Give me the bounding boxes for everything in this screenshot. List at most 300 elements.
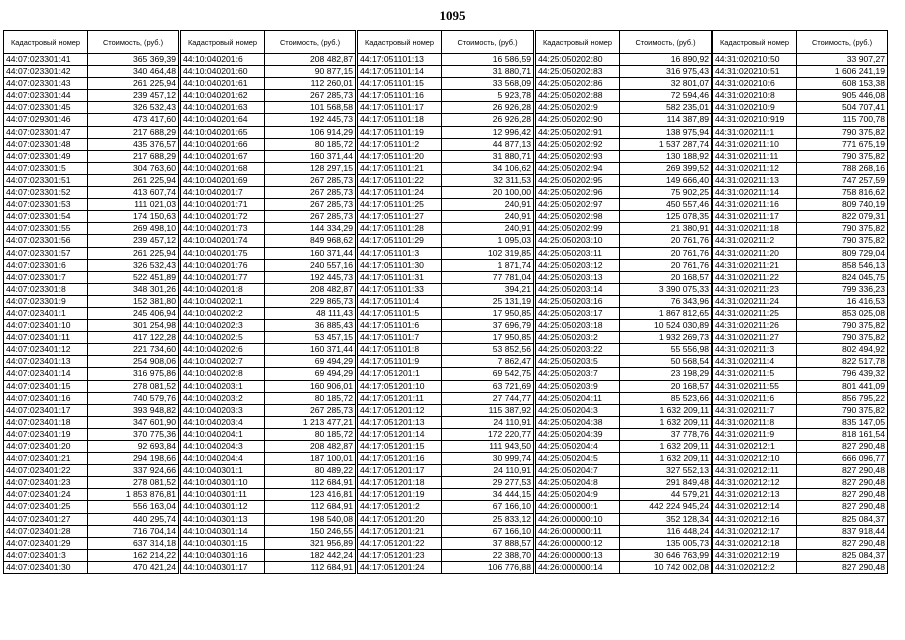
cost-cell: 827 290,48 [797, 537, 888, 549]
table-row [358, 187, 534, 199]
cost-cell: 76 343,96 [620, 295, 712, 307]
table-row [4, 392, 179, 404]
table-row [358, 453, 534, 465]
cost-cell: 1 632 209,11 [620, 416, 712, 428]
cost-cell: 17 950,85 [442, 307, 534, 319]
cadastral-number-cell: 44:10:040202:3 [181, 320, 265, 332]
header-cost: Стоимость, (руб.) [797, 31, 888, 54]
cost-cell: 217 688,29 [88, 150, 179, 162]
cost-cell: 394,21 [442, 283, 534, 295]
table-row [4, 356, 179, 368]
cost-cell: 790 375,82 [797, 150, 888, 162]
table-row [181, 501, 356, 513]
table-row [536, 380, 712, 392]
table-row [181, 199, 356, 211]
cost-cell: 788 268,16 [797, 162, 888, 174]
table-row [181, 465, 356, 477]
table-row [358, 199, 534, 211]
cost-cell: 261 225,94 [88, 247, 179, 259]
cost-cell: 80 185,72 [265, 392, 356, 404]
cost-cell: 48 111,43 [265, 307, 356, 319]
cost-cell: 758 816,62 [797, 187, 888, 199]
table-row [536, 501, 712, 513]
cadastral-number-cell: 44:25:050202:86 [536, 78, 620, 90]
table-row [4, 404, 179, 416]
table-row [4, 247, 179, 259]
cost-cell: 352 128,34 [620, 513, 712, 525]
cadastral-number-cell: 44:31:020210:8 [713, 90, 797, 102]
cost-cell: 55 556,98 [620, 344, 712, 356]
cadastral-number-cell: 44:31:020211:22 [713, 271, 797, 283]
table-row [536, 138, 712, 150]
cadastral-number-cell: 44:17:051101:5 [358, 307, 442, 319]
table-row [181, 283, 356, 295]
table-row [713, 307, 888, 319]
cost-cell: 174 150,63 [88, 211, 179, 223]
cadastral-number-cell: 44:25:050203:7 [536, 368, 620, 380]
cost-cell: 192 445,73 [265, 114, 356, 126]
cost-cell: 111 943,50 [442, 441, 534, 453]
cost-cell: 106 776,88 [442, 561, 534, 573]
cadastral-number-cell: 44:07:023401:11 [4, 332, 88, 344]
table-row [358, 174, 534, 186]
cost-cell: 138 975,94 [620, 126, 712, 138]
table-row [358, 259, 534, 271]
cost-cell: 27 744,77 [442, 392, 534, 404]
cost-cell: 192 445,73 [265, 271, 356, 283]
cadastral-number-cell: 44:10:040301:11 [181, 489, 265, 501]
table-row [358, 380, 534, 392]
table-row [713, 283, 888, 295]
cost-table-2 [180, 30, 356, 574]
table-row [4, 102, 179, 114]
table-row [713, 223, 888, 235]
cost-cell: 172 220,77 [442, 428, 534, 440]
cost-cell: 101 568,58 [265, 102, 356, 114]
cadastral-number-cell: 44:07:023301:48 [4, 138, 88, 150]
cadastral-number-cell: 44:25:050202:92 [536, 138, 620, 150]
cost-cell: 31 880,71 [442, 150, 534, 162]
cost-cell: 267 285,73 [265, 90, 356, 102]
cost-cell: 827 290,48 [797, 561, 888, 573]
table-row [181, 259, 356, 271]
table-row [713, 174, 888, 186]
cadastral-number-cell: 44:17:051101:3 [358, 247, 442, 259]
cadastral-number-cell: 44:07:023301:42 [4, 66, 88, 78]
cost-cell: 267 285,73 [265, 199, 356, 211]
cadastral-number-cell: 44:10:040301:17 [181, 561, 265, 573]
table-row [358, 126, 534, 138]
cadastral-number-cell: 44:25:050202:9 [536, 102, 620, 114]
cadastral-number-cell: 44:17:051101:20 [358, 150, 442, 162]
table-row [4, 162, 179, 174]
table-row [713, 465, 888, 477]
cadastral-number-cell: 44:10:040203:2 [181, 392, 265, 404]
table-row [713, 489, 888, 501]
cost-cell: 321 956,89 [265, 537, 356, 549]
table-row [358, 90, 534, 102]
cadastral-number-cell: 44:07:023401:19 [4, 428, 88, 440]
cost-table-5 [712, 30, 888, 574]
cadastral-number-cell: 44:31:020211:24 [713, 295, 797, 307]
cadastral-number-cell: 44:17:051101:14 [358, 66, 442, 78]
cadastral-number-cell: 44:10:040201:65 [181, 126, 265, 138]
cost-cell: 23 198,29 [620, 368, 712, 380]
cadastral-number-cell: 44:17:051201:2 [358, 501, 442, 513]
table-row [4, 453, 179, 465]
table-row [713, 441, 888, 453]
table-row [4, 295, 179, 307]
cost-cell: 470 421,24 [88, 561, 179, 573]
cost-cell: 26 926,28 [442, 114, 534, 126]
table-row [536, 102, 712, 114]
cadastral-number-cell: 44:10:040204:4 [181, 453, 265, 465]
table-row [358, 465, 534, 477]
cadastral-number-cell: 44:10:040301:16 [181, 549, 265, 561]
table-row [181, 537, 356, 549]
table-row [358, 307, 534, 319]
cadastral-number-cell: 44:07:023301:45 [4, 102, 88, 114]
table-row [713, 162, 888, 174]
table-row [358, 211, 534, 223]
cadastral-number-cell: 44:10:040202:2 [181, 307, 265, 319]
cost-cell: 208 482,87 [265, 54, 356, 66]
table-header-row [4, 31, 179, 54]
table-row [713, 549, 888, 561]
table-row [181, 235, 356, 247]
cadastral-number-cell: 44:10:040201:72 [181, 211, 265, 223]
cost-cell: 128 297,15 [265, 162, 356, 174]
cadastral-number-cell: 44:31:020211:23 [713, 283, 797, 295]
cost-cell: 827 290,48 [797, 501, 888, 513]
cost-cell: 149 666,40 [620, 174, 712, 186]
table-row [536, 453, 712, 465]
cost-cell: 111 021,03 [88, 199, 179, 211]
cost-cell: 53 852,56 [442, 344, 534, 356]
cadastral-number-cell: 44:10:040204:1 [181, 428, 265, 440]
cost-cell: 294 198,66 [88, 453, 179, 465]
cadastral-number-cell: 44:17:051101:28 [358, 223, 442, 235]
cost-cell: 21 380,91 [620, 223, 712, 235]
cost-cell: 20 761,76 [620, 247, 712, 259]
cost-cell: 326 532,43 [88, 102, 179, 114]
cadastral-number-cell: 44:25:050204:11 [536, 392, 620, 404]
table-row [181, 247, 356, 259]
cadastral-number-cell: 44:17:051101:2 [358, 138, 442, 150]
table-row [358, 102, 534, 114]
cost-cell: 261 225,94 [88, 78, 179, 90]
cadastral-number-cell: 44:17:051201:15 [358, 441, 442, 453]
cadastral-number-cell: 44:10:040301:14 [181, 525, 265, 537]
table-row [358, 332, 534, 344]
table-row [358, 561, 534, 573]
cadastral-number-cell: 44:25:050203:2 [536, 332, 620, 344]
cadastral-number-cell: 44:10:040201:60 [181, 66, 265, 78]
cost-cell: 1 632 209,11 [620, 404, 712, 416]
cost-cell: 440 295,74 [88, 513, 179, 525]
cadastral-number-cell: 44:31:020212:14 [713, 501, 797, 513]
cost-cell: 304 763,60 [88, 162, 179, 174]
cadastral-number-cell: 44:25:050204:38 [536, 416, 620, 428]
cadastral-number-cell: 44:31:020212:13 [713, 489, 797, 501]
cost-cell: 269 399,52 [620, 162, 712, 174]
cadastral-number-cell: 44:07:023301:49 [4, 150, 88, 162]
cadastral-number-cell: 44:25:050203:12 [536, 259, 620, 271]
cost-cell: 160 906,01 [265, 380, 356, 392]
table-row [181, 307, 356, 319]
cadastral-number-cell: 44:17:051201:24 [358, 561, 442, 573]
cost-cell: 824 045,75 [797, 271, 888, 283]
cost-cell: 239 457,12 [88, 235, 179, 247]
cadastral-number-cell: 44:31:020212:10 [713, 453, 797, 465]
cost-cell: 790 375,82 [797, 235, 888, 247]
cadastral-number-cell: 44:31:020211:9 [713, 428, 797, 440]
cadastral-number-cell: 44:17:051101:9 [358, 356, 442, 368]
cadastral-number-cell: 44:31:020212:16 [713, 513, 797, 525]
cost-cell: 160 371,44 [265, 247, 356, 259]
cadastral-number-cell: 44:25:050203:22 [536, 344, 620, 356]
cost-cell: 802 494,92 [797, 344, 888, 356]
table-row [713, 453, 888, 465]
table-row [4, 320, 179, 332]
cost-cell: 327 552,13 [620, 465, 712, 477]
table-row [713, 114, 888, 126]
cadastral-number-cell: 44:07:023401:10 [4, 320, 88, 332]
table-row [181, 102, 356, 114]
header-cadastral-number: Кадастровый номер [358, 31, 442, 54]
header-cadastral-number: Кадастровый номер [536, 31, 620, 54]
table-row [536, 525, 712, 537]
cadastral-number-cell: 44:31:020211:6 [713, 392, 797, 404]
cost-cell: 5 923,78 [442, 90, 534, 102]
cadastral-number-cell: 44:17:051101:29 [358, 235, 442, 247]
cadastral-number-cell: 44:17:051201:11 [358, 392, 442, 404]
cost-cell: 182 442,24 [265, 549, 356, 561]
cadastral-number-cell: 44:17:051201:12 [358, 404, 442, 416]
table-row [713, 271, 888, 283]
cost-cell: 326 532,43 [88, 259, 179, 271]
table-row [181, 380, 356, 392]
table-row [358, 138, 534, 150]
table-row [4, 368, 179, 380]
cost-cell: 16 890,92 [620, 54, 712, 66]
cadastral-number-cell: 44:31:020211:26 [713, 320, 797, 332]
cost-cell: 25 833,12 [442, 513, 534, 525]
cost-cell: 827 290,48 [797, 465, 888, 477]
table-row [181, 126, 356, 138]
table-header-row [358, 31, 534, 54]
cadastral-number-cell: 44:17:051201:10 [358, 380, 442, 392]
table-row [713, 525, 888, 537]
cost-cell: 337 924,66 [88, 465, 179, 477]
cost-cell: 75 902,25 [620, 187, 712, 199]
table-row [713, 428, 888, 440]
table-row [358, 235, 534, 247]
table-row [536, 428, 712, 440]
table-row [536, 416, 712, 428]
cost-cell: 16 586,59 [442, 54, 534, 66]
cost-cell: 278 081,52 [88, 477, 179, 489]
cadastral-number-cell: 44:17:051101:13 [358, 54, 442, 66]
cost-cell: 291 849,48 [620, 477, 712, 489]
table-row [536, 465, 712, 477]
cadastral-number-cell: 44:26:000000:11 [536, 525, 620, 537]
cost-cell: 435 376,57 [88, 138, 179, 150]
table-row [713, 537, 888, 549]
cadastral-number-cell: 44:17:051201:18 [358, 477, 442, 489]
table-row [536, 126, 712, 138]
cadastral-number-cell: 44:31:020210:6 [713, 78, 797, 90]
cost-cell: 316 975,86 [88, 368, 179, 380]
cost-cell: 20 168,57 [620, 271, 712, 283]
cost-cell: 608 153,38 [797, 78, 888, 90]
cost-cell: 112 684,91 [265, 477, 356, 489]
table-row [536, 174, 712, 186]
table-row [358, 477, 534, 489]
cost-cell: 92 693,84 [88, 441, 179, 453]
table-row [181, 428, 356, 440]
table-row [536, 271, 712, 283]
cadastral-number-cell: 44:17:051101:8 [358, 344, 442, 356]
cost-cell: 198 540,08 [265, 513, 356, 525]
header-cadastral-number: Кадастровый номер [4, 31, 88, 54]
table-row [181, 525, 356, 537]
table-row [713, 477, 888, 489]
cost-cell: 30 646 763,99 [620, 549, 712, 561]
cost-cell: 152 381,80 [88, 295, 179, 307]
table-row [713, 513, 888, 525]
cadastral-number-cell: 44:10:040202:8 [181, 368, 265, 380]
cadastral-number-cell: 44:07:023301:47 [4, 126, 88, 138]
cost-cell: 822 517,78 [797, 356, 888, 368]
table-row [536, 295, 712, 307]
cadastral-number-cell: 44:07:023301:54 [4, 211, 88, 223]
cost-cell: 442 224 945,24 [620, 501, 712, 513]
cost-cell: 208 482,87 [265, 441, 356, 453]
cadastral-number-cell: 44:25:050202:96 [536, 187, 620, 199]
cost-cell: 522 451,89 [88, 271, 179, 283]
table-row [536, 283, 712, 295]
table-row [713, 235, 888, 247]
table-row [4, 380, 179, 392]
cost-cell: 316 975,43 [620, 66, 712, 78]
cadastral-number-cell: 44:07:023401:30 [4, 561, 88, 573]
cost-cell: 30 999,74 [442, 453, 534, 465]
cadastral-number-cell: 44:31:020211:18 [713, 223, 797, 235]
cadastral-number-cell: 44:26:000000:10 [536, 513, 620, 525]
cadastral-number-cell: 44:25:050203:10 [536, 235, 620, 247]
table-row [713, 54, 888, 66]
cadastral-number-cell: 44:07:023401:20 [4, 441, 88, 453]
cadastral-number-cell: 44:17:051101:21 [358, 162, 442, 174]
cost-cell: 10 524 030,89 [620, 320, 712, 332]
cost-cell: 32 311,53 [442, 174, 534, 186]
table-row [4, 211, 179, 223]
cadastral-number-cell: 44:07:023401:15 [4, 380, 88, 392]
cost-cell: 12 996,42 [442, 126, 534, 138]
cost-cell: 31 880,71 [442, 66, 534, 78]
table-row [713, 150, 888, 162]
cadastral-number-cell: 44:31:020211:1 [713, 126, 797, 138]
cost-cell: 85 523,66 [620, 392, 712, 404]
table-row [358, 513, 534, 525]
cadastral-number-cell: 44:07:023401:18 [4, 416, 88, 428]
cost-cell: 801 441,09 [797, 380, 888, 392]
cadastral-number-cell: 44:17:051101:25 [358, 199, 442, 211]
cost-cell: 44 579,21 [620, 489, 712, 501]
cadastral-number-cell: 44:31:020211:2 [713, 235, 797, 247]
cadastral-number-cell: 44:25:050204:8 [536, 477, 620, 489]
table-row [358, 54, 534, 66]
table-row [358, 78, 534, 90]
cost-cell: 1 537 287,74 [620, 138, 712, 150]
cadastral-number-cell: 44:07:023301:8 [4, 283, 88, 295]
cost-cell: 267 285,73 [265, 211, 356, 223]
cadastral-number-cell: 44:31:020211:12 [713, 162, 797, 174]
cadastral-number-cell: 44:10:040201:62 [181, 90, 265, 102]
cadastral-number-cell: 44:17:051101:33 [358, 283, 442, 295]
table-row [713, 211, 888, 223]
table-row [4, 344, 179, 356]
cost-cell: 37 888,57 [442, 537, 534, 549]
cost-cell: 221 734,60 [88, 344, 179, 356]
cadastral-number-cell: 44:25:050203:16 [536, 295, 620, 307]
table-row [358, 368, 534, 380]
table-row [181, 477, 356, 489]
cost-cell: 162 214,22 [88, 549, 179, 561]
table-row [4, 199, 179, 211]
cadastral-number-cell: 44:17:051201:23 [358, 549, 442, 561]
cost-cell: 116 448,24 [620, 525, 712, 537]
table-row [181, 78, 356, 90]
cadastral-number-cell: 44:07:023401:14 [4, 368, 88, 380]
cost-cell: 1 606 241,19 [797, 66, 888, 78]
table-row [536, 513, 712, 525]
table-row [713, 90, 888, 102]
cadastral-number-cell: 44:17:051101:30 [358, 259, 442, 271]
cadastral-number-cell: 44:25:050202:97 [536, 199, 620, 211]
cost-cell: 740 579,76 [88, 392, 179, 404]
table-row [4, 489, 179, 501]
cost-cell: 835 147,05 [797, 416, 888, 428]
cadastral-number-cell: 44:17:051201:16 [358, 453, 442, 465]
cost-cell: 33 907,27 [797, 54, 888, 66]
table-row [536, 356, 712, 368]
table-row [713, 404, 888, 416]
cadastral-number-cell: 44:07:023401:12 [4, 344, 88, 356]
header-cost: Стоимость, (руб.) [265, 31, 356, 54]
table-row [181, 223, 356, 235]
cadastral-number-cell: 44:07:023301:9 [4, 295, 88, 307]
header-cadastral-number: Кадастровый номер [713, 31, 797, 54]
cadastral-number-cell: 44:31:020212:1 [713, 441, 797, 453]
cadastral-number-cell: 44:26:000000:12 [536, 537, 620, 549]
table-row [181, 332, 356, 344]
cadastral-number-cell: 44:25:050203:17 [536, 307, 620, 319]
cadastral-number-cell: 44:07:023401:3 [4, 549, 88, 561]
table-row [536, 199, 712, 211]
table-row [4, 561, 179, 573]
cost-cell: 80 489,22 [265, 465, 356, 477]
cadastral-number-cell: 44:17:051101:16 [358, 90, 442, 102]
cost-cell: 716 704,14 [88, 525, 179, 537]
cadastral-number-cell: 44:31:020211:11 [713, 150, 797, 162]
cadastral-number-cell: 44:07:023401:25 [4, 501, 88, 513]
cadastral-number-cell: 44:07:023401:24 [4, 489, 88, 501]
cost-cell: 267 285,73 [265, 174, 356, 186]
table-row [536, 54, 712, 66]
table-row [536, 259, 712, 271]
